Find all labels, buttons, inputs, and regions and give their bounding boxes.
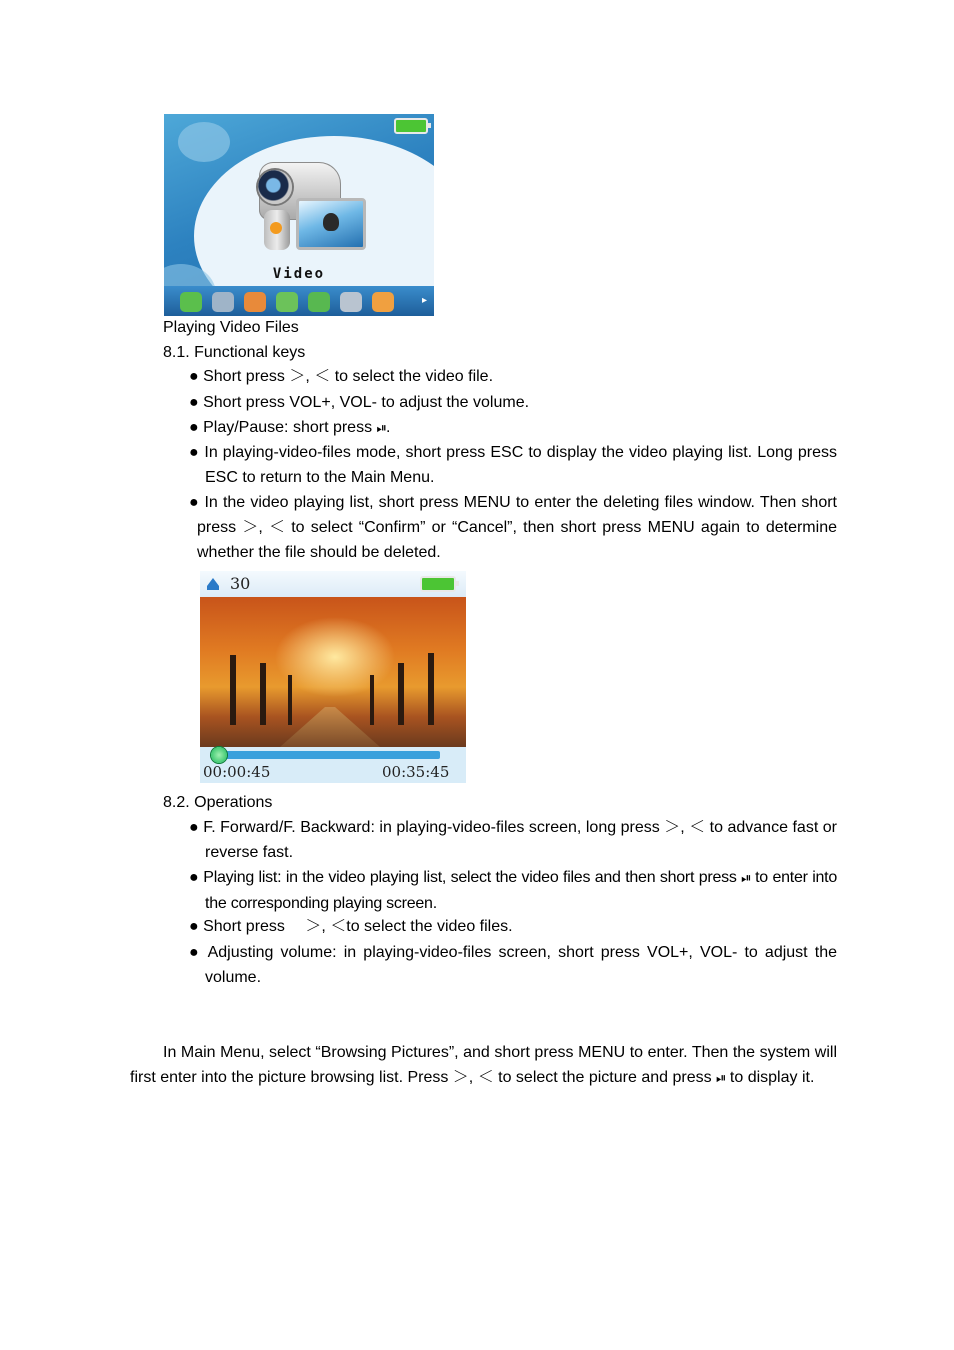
background-bubble xyxy=(178,122,230,162)
bullet-text: ● Playing list: in the video playing list, select the video files and then short press ⏯ to enter into the corresponding playing screen. xyxy=(189,869,837,912)
record-icon xyxy=(212,292,234,312)
forest-path xyxy=(280,707,380,747)
bullet-item xyxy=(189,815,837,865)
chevron-right-icon: ▸ xyxy=(422,295,428,306)
tree xyxy=(370,675,374,725)
figure-caption: Playing Video Files xyxy=(163,319,299,336)
search-icon xyxy=(244,292,266,312)
book-icon xyxy=(308,292,330,312)
progress-bar xyxy=(214,751,440,759)
play-pause-icon: ⏯ xyxy=(741,871,751,886)
video-playback-screenshot xyxy=(200,571,466,783)
speaker-icon xyxy=(206,577,220,591)
tree xyxy=(230,655,236,725)
total-time: 00:35:45 xyxy=(382,763,450,781)
video-frame-autumn-forest xyxy=(200,597,466,747)
battery-icon xyxy=(420,576,456,592)
section-heading: 8.1. Functional keys xyxy=(163,344,306,361)
body-paragraph: In Main Menu, select “Browsing Pictures”, and short press MENU to enter. Then the system will first enter into the picture browsing list. Press ＞, ＜ to select the picture and press ⏯ to display it. xyxy=(130,1044,837,1086)
play-pause-icon: ⏯ xyxy=(376,421,386,436)
settings-icon xyxy=(372,292,394,312)
bullet-text: ● In playing-video-files mode, short press ESC to display the video playing list. Long press ESC to return to the Main Menu. xyxy=(189,444,837,486)
tree xyxy=(260,663,266,725)
battery-icon xyxy=(394,118,428,134)
bullet-item xyxy=(189,440,837,490)
camcorder-button xyxy=(270,222,282,234)
bullet-text: ● F. Forward/F. Backward: in playing-video-files screen, long press ＞, ＜ to advance fast or reverse fast. xyxy=(189,819,837,861)
menu-title: Video xyxy=(272,266,326,282)
menu-dock xyxy=(164,286,434,316)
bullet-item: ● Play/Pause: short press ⏯. xyxy=(189,419,391,436)
volume-level: 30 xyxy=(230,574,251,593)
bullet-item: ● Short press ＞, ＜ to select the video file. xyxy=(189,368,494,385)
current-time: 00:00:45 xyxy=(203,763,271,781)
video-icon xyxy=(276,292,298,312)
tools-icon xyxy=(340,292,362,312)
progress-knob xyxy=(211,747,227,763)
tree xyxy=(398,663,404,725)
tree xyxy=(428,653,434,725)
video-menu-screenshot xyxy=(164,114,434,316)
bullet-item xyxy=(189,940,837,990)
bullet-item xyxy=(189,865,837,916)
bullet-text: ● Adjusting volume: in playing-video-files screen, short press VOL+, VOL- to adjust the volume. xyxy=(189,944,837,986)
music-icon xyxy=(180,292,202,312)
play-pause-icon: ⏯ xyxy=(716,1071,726,1086)
bullet-text: ● In the video playing list, short press MENU to enter the deleting files window. Then short press ＞, ＜ to select “Confirm” or “Cancel”, then short press MENU again to determine whether the file should be deleted. xyxy=(189,494,837,561)
bullet-item xyxy=(189,490,837,565)
section-heading: 8.2. Operations xyxy=(163,794,273,811)
tree xyxy=(288,675,292,725)
camcorder-lens xyxy=(258,170,292,204)
camcorder-screen xyxy=(296,198,366,250)
bullet-item: ● Short press ＞, ＜to select the video files. xyxy=(189,918,513,935)
bullet-item: ● Short press VOL+, VOL- to adjust the volume. xyxy=(189,394,530,411)
